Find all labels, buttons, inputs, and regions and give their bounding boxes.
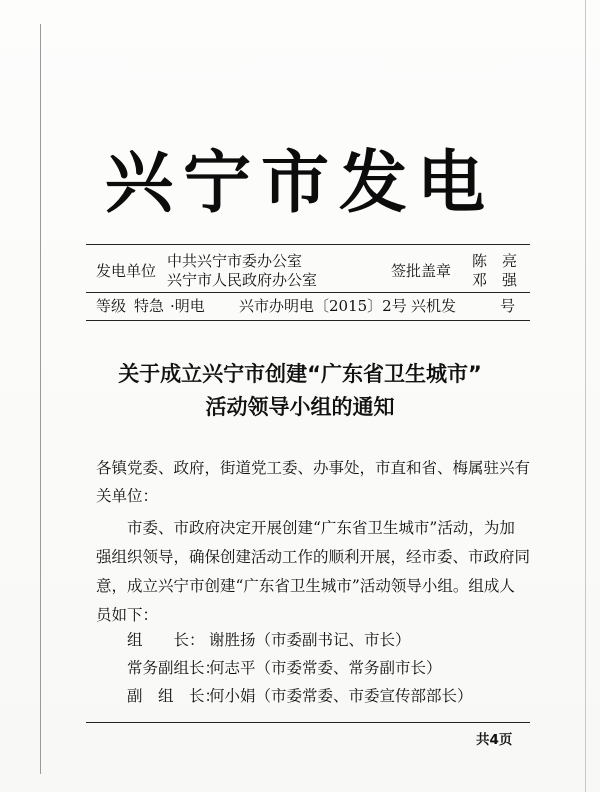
document-number: 兴市办明电〔2015〕2号 bbox=[239, 297, 407, 315]
member-row bbox=[127, 633, 411, 649]
addressee-line-1: 各镇党委、政府，街道党工委、办事处，市直和省、梅属驻兴有 bbox=[96, 459, 531, 477]
body-line-1: 市委、市政府决定开展创建“广东省卫生城市”活动，为加 bbox=[127, 519, 515, 537]
dispatch-label: 兴机发 bbox=[411, 297, 457, 315]
member-person: 何小娟（市委常委、市委宣传部部长） bbox=[209, 687, 473, 705]
member-person: 谢胜扬（市委副书记、市长） bbox=[209, 631, 411, 649]
header-rule-middle bbox=[86, 292, 530, 293]
addressee-line-2: 关单位： bbox=[96, 487, 159, 505]
signer-1: 陈 亮 bbox=[472, 252, 518, 270]
document-title: 兴宁市发电 bbox=[104, 144, 495, 223]
secret-mark: ·明电 bbox=[170, 297, 205, 315]
footer-rule bbox=[86, 722, 530, 723]
member-person: 何志平（市委常委、常务副市长） bbox=[209, 659, 442, 677]
sender-label: 发电单位 bbox=[96, 262, 157, 280]
header-rule-top bbox=[86, 244, 530, 245]
grade-value: 特急 bbox=[134, 297, 165, 315]
grade-label: 等级 bbox=[96, 297, 127, 315]
member-role: 组 长： bbox=[127, 631, 205, 649]
dispatch-number-label: 号 bbox=[500, 297, 516, 315]
header-rule-bottom bbox=[86, 320, 530, 321]
member-row bbox=[127, 661, 442, 677]
notice-heading-line-1: 关于成立兴宁市创建“广东省卫生城市” bbox=[118, 362, 482, 386]
page-edge-right bbox=[585, 0, 586, 792]
sender-org-1: 中共兴宁市委办公室 bbox=[167, 252, 303, 270]
sender-org-2: 兴宁市人民政府办公室 bbox=[167, 271, 318, 289]
body-line-2: 强组织领导，确保创建活动工作的顺利开展，经市委、市政府同 bbox=[96, 548, 531, 566]
approval-label: 签批盖章 bbox=[391, 262, 452, 280]
member-role: 常务副组长： bbox=[127, 659, 221, 677]
member-role: 副 组 长： bbox=[127, 687, 221, 705]
page-count: 共4页 bbox=[476, 732, 513, 748]
body-line-3: 意，成立兴宁市创建“广东省卫生城市”活动领导小组。组成人 bbox=[96, 577, 515, 595]
body-line-4: 员如下： bbox=[96, 606, 159, 624]
signer-2: 邓 强 bbox=[472, 271, 518, 289]
member-row bbox=[127, 689, 473, 705]
notice-heading-line-2: 活动领导小组的通知 bbox=[205, 395, 395, 419]
